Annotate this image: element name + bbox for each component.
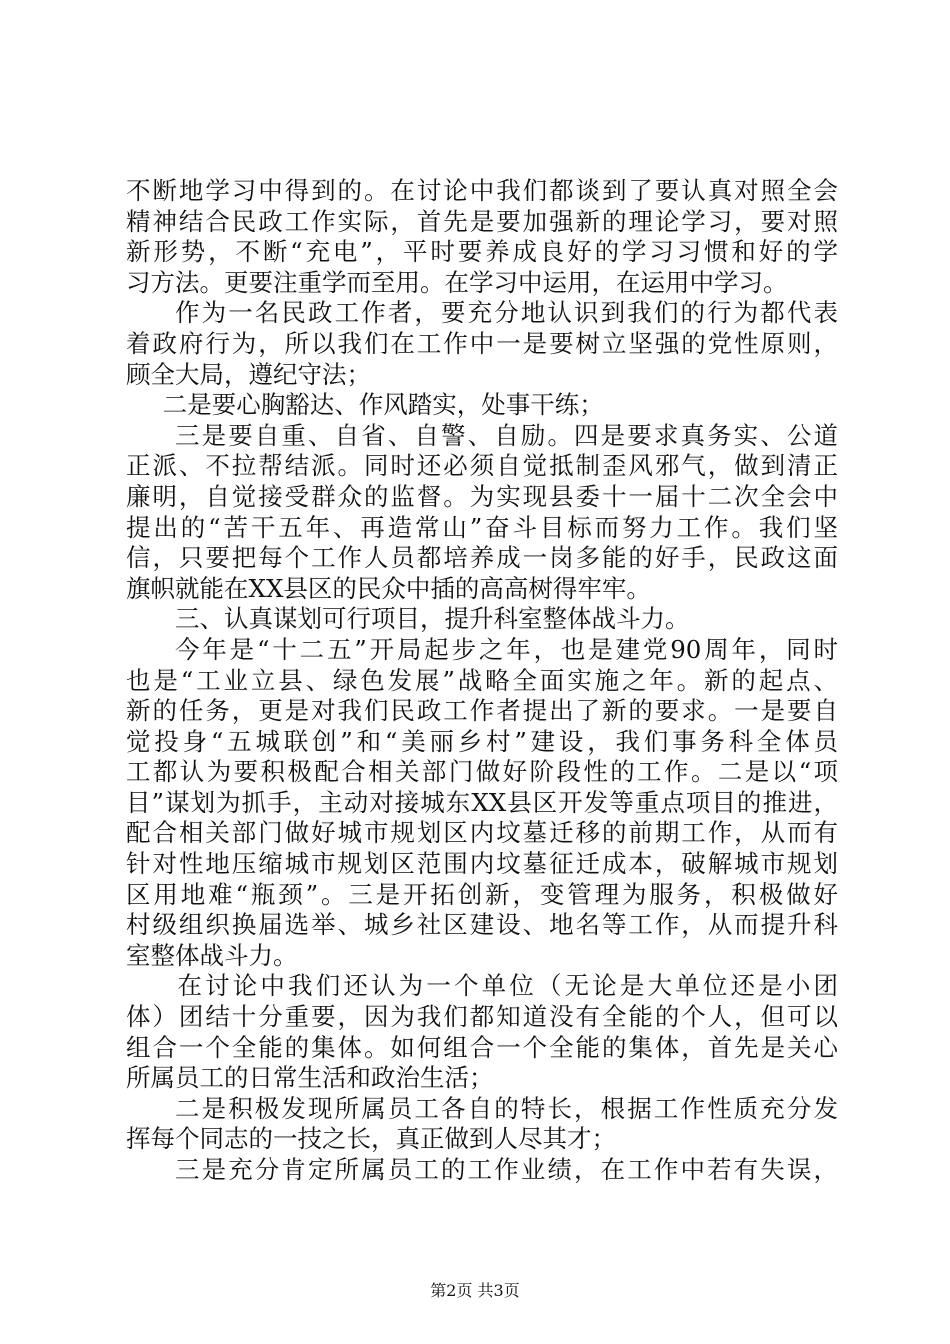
text-line: 室整体战斗力。: [126, 940, 298, 970]
text-line: 三、认真谋划可行项目，提升科室整体战斗力。: [175, 604, 690, 634]
text-line: 习方法。更要注重学而至用。在学习中运用，在运用中学习。: [126, 267, 788, 297]
text-line: 廉明，自觉接受群众的监督。为实现县委十一届十二次全会中: [126, 481, 838, 511]
text-line: 新形势，不断“充电”，平时要养成良好的学习习惯和好的学: [126, 237, 838, 267]
text-line: 挥每个同志的一技之长，真正做到人尽其才；: [126, 1124, 616, 1154]
text-line: 三是要自重、自省、自警、自励。四是要求真务实、公道: [175, 420, 838, 450]
document-body: [126, 176, 838, 1186]
text-line: 针对性地压缩城市规划区范围内坟墓征迁成本，破解城市规划: [126, 849, 838, 879]
text-line: 配合相关部门做好城市规划区内坟墓迁移的前期工作，从而有: [126, 818, 838, 848]
text-line: 着政府行为，所以我们在工作中一是要树立坚强的党性原则，: [126, 328, 838, 358]
text-line: 觉投身“五城联创”和“美丽乡村”建设，我们事务科全体员: [126, 726, 838, 756]
text-line: 正派、不拉帮结派。同时还必须自觉抵制歪风邪气，做到清正: [126, 451, 838, 481]
text-line: 信，只要把每个工作人员都培养成一岗多能的好手，民政这面: [126, 543, 838, 573]
text-line: 在讨论中我们还认为一个单位（无论是大单位还是小团: [177, 971, 838, 1001]
text-line: 二是积极发现所属员工各自的特长，根据工作性质充分发: [175, 1093, 838, 1123]
text-line: 作为一名民政工作者，要充分地认识到我们的行为都代表: [175, 298, 838, 328]
text-line: 目”谋划为抓手，主动对接城东XX县区开发等重点项目的推进，: [126, 787, 838, 817]
text-line: 精神结合民政工作实际，首先是要加强新的理论学习，要对照: [126, 206, 838, 236]
text-line: 今年是“十二五”开局起步之年，也是建党90周年，同时: [175, 634, 838, 664]
text-line: 区用地难“瓶颈”。三是开拓创新，变管理为服务，积极做好: [126, 879, 838, 909]
text-line: 组合一个全能的集体。如何组合一个全能的集体，首先是关心: [126, 1032, 838, 1062]
text-line: 村级组织换届选举、城乡社区建设、地名等工作，从而提升科: [126, 910, 838, 940]
text-line: 体）团结十分重要，因为我们都知道没有全能的个人，但可以: [126, 1002, 838, 1032]
text-line: 顾全大局，遵纪守法；: [126, 359, 371, 389]
text-line: 所属员工的日常生活和政治生活；: [126, 1063, 494, 1093]
text-line: 提出的“苦干五年、再造常山”奋斗目标而努力工作。我们坚: [126, 512, 838, 542]
text-line: 二是要心胸豁达、作风踏实，处事干练；: [162, 390, 604, 420]
text-line: 三是充分肯定所属员工的工作业绩，在工作中若有失误，: [175, 1155, 838, 1184]
text-line: 工都认为要积极配合相关部门做好阶段性的工作。二是以“项: [126, 757, 838, 787]
text-line: 新的任务，更是对我们民政工作者提出了新的要求。一是要自: [126, 696, 838, 726]
text-line: 也是“工业立县、绿色发展”战略全面实施之年。新的起点、: [126, 665, 838, 695]
text-line: 旗帜就能在XX县区的民众中插的高高树得牢牢。: [126, 573, 651, 603]
page-number-label: 第2页 共3页: [430, 1281, 520, 1300]
page-footer: [0, 1278, 950, 1301]
text-line: 不断地学习中得到的。在讨论中我们都谈到了要认真对照全会: [126, 176, 838, 205]
